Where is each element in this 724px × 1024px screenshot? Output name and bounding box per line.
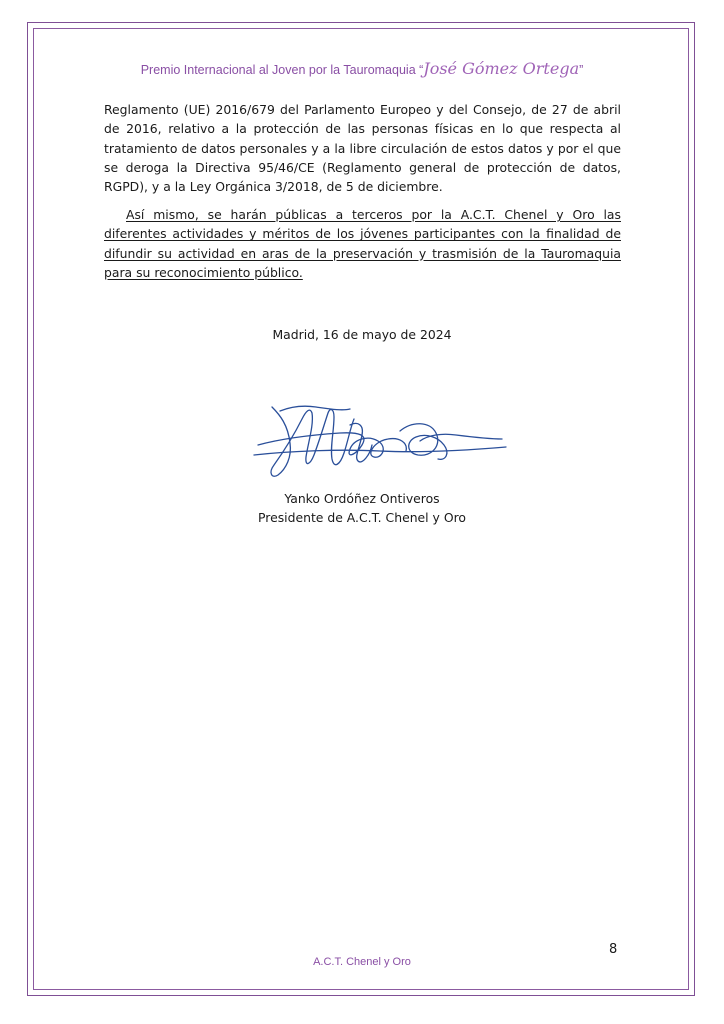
header-close-quote: ” <box>579 63 584 77</box>
header-script-name: José Gómez Ortega <box>423 59 580 78</box>
page-footer: A.C.T. Chenel y Oro <box>313 956 411 968</box>
page-header <box>0 59 724 78</box>
signing-date: Madrid, 16 de mayo de 2024 <box>272 327 452 342</box>
paragraph-regulation: Reglamento (UE) 2016/679 del Parlamento Europeo y del Consejo, de 27 de abril de 2016, relativo a la protección de las personas físicas en lo que respecta al tratamiento de datos personales y a la libre circulación de estos datos y por el que se deroga la Directiva 95/46/CE (Reglamento general de protección de datos, RGPD), y a la Ley Orgánica 3/2018, de 5 de diciembre. <box>104 102 621 195</box>
signer-role: Presidente de A.C.T. Chenel y Oro <box>258 510 466 525</box>
header-title: Premio Internacional al Joven por la Tauromaquia “ <box>140 63 424 77</box>
paragraph-publication-notice: Así mismo, se harán públicas a terceros por la A.C.T. Chenel y Oro las diferentes actividades y méritos de los jóvenes participantes con la finalidad de difundir su actividad en aras de la preservación y trasmisión de la Tauromaquia para su reconocimiento público. <box>104 207 621 280</box>
page-number: 8 <box>609 942 618 957</box>
signer-name: Yanko Ordóñez Ontiveros <box>284 491 440 506</box>
handwritten-signature <box>250 395 510 485</box>
